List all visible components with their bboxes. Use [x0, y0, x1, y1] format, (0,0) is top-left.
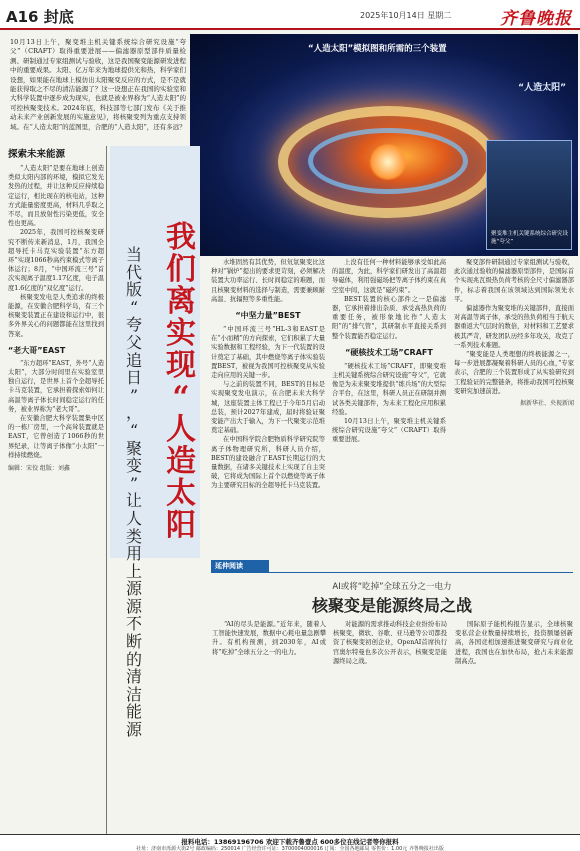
facility-inset-photo	[486, 140, 572, 250]
headline-glyph: 现	[166, 348, 196, 383]
hero-image	[190, 34, 578, 256]
headline-glyph: 的	[125, 649, 142, 669]
article-column-c	[454, 258, 574, 556]
extended-reading-tag: 延伸阅读	[211, 560, 269, 572]
sidebar-paragraph: 在安徽合肥大科学装置集中区的一栋厂房里，一个高耸装置就是EAST，它曾创造了1066秒的世界纪录，让等离子体像“小太阳”一样持续燃烧。	[8, 415, 104, 459]
headline-glyph: 断	[125, 632, 142, 652]
headline-glyph: 人	[166, 412, 196, 447]
extended-headline: 核聚变是能源终局之战	[311, 596, 472, 615]
headline-glyph: 阳	[166, 508, 196, 543]
sub-headline	[118, 246, 150, 739]
headline-glyph: 用	[125, 544, 142, 564]
headline-glyph: 们	[166, 252, 196, 287]
sidebar-paragraph: 核聚变发电是人类追求的终极能源，在安徽合肥科学岛，有三个核聚变装置正在建设和运行中，很多外界关心的问题都能在这里找到答案。	[8, 293, 104, 338]
headline-glyph: 日	[125, 368, 142, 388]
page-header	[0, 0, 580, 30]
editor-credit: 编辑：宋佼 组版：刘鑫	[8, 465, 70, 473]
sidebar-subheading: “老大哥”EAST	[8, 345, 66, 355]
headline-glyph: 追	[125, 350, 142, 370]
article-paragraph: 10月13日上午，聚变堆主机关键系统综合研究设施“夸父”（CRAFT）取得重要进展。	[332, 418, 446, 444]
sidebar-paragraph: “东方超环”EAST，外号“人造太阳”，大部分时间里在实验室里独自运行，是世界上首个全超导托卡马克装置，它承担着探索如何让高温等离子体长时间稳定运行的任务，被业界称为“老大哥”。	[8, 359, 104, 413]
article-paragraph: 在中国科学院合肥物质科学研究院等离子体物理研究所，科研人员介绍，BEST的建设融合了EAST长期运行的大量数据，在诸多关键技术上实现了自主突破，它将成为国际上首个以燃烧等离子体为主要研究目标的全超导托卡马克装置。	[211, 436, 325, 490]
headline-glyph: 聚	[125, 438, 142, 458]
headline-glyph: 清	[125, 667, 142, 687]
article-paragraph: 上没有任何一种材料能够承受如此高的温度，为此，科学家们研发出了高温超导磁体，利用强磁场把等离子体约束在真空室中间，这就是“磁约束”。	[332, 259, 446, 294]
headline-glyph: 造	[166, 444, 196, 479]
headline-glyph: 让	[125, 491, 142, 511]
hero-brand-text: “人造太阳”	[518, 83, 566, 93]
headline-glyph: “	[129, 297, 139, 317]
headline-glyph: 版	[125, 280, 142, 300]
headline-glyph: 实	[166, 316, 196, 351]
headline-glyph: 洁	[125, 684, 142, 704]
headline-glyph: ”	[129, 473, 139, 493]
inset-label: 聚变堆主机关键系统综合研究设施“夸父”	[491, 231, 569, 245]
headline-glyph: 上	[125, 561, 142, 581]
headline-glyph: 类	[125, 526, 142, 546]
headline-glyph: 代	[125, 262, 142, 282]
publisher-info: 社址：济南市泺源大街2号 邮政编码：250014 广告经营许可证：3700004000016 订阅：全国各地邮局 零售价：1.00元 齐鲁晚报社出版	[136, 846, 444, 851]
sidebar-column	[8, 146, 104, 838]
article-column-a	[211, 258, 325, 556]
article-column-b	[332, 258, 446, 556]
headline-glyph: 源	[125, 579, 142, 599]
headline-glyph: “	[129, 420, 139, 440]
headline-glyph: 源	[125, 720, 142, 740]
headline-glyph: 变	[125, 456, 142, 476]
article-paragraph: “聚变能是人类理想的终极能源之一，每一步进展都凝聚着科研人员的心血，”专家表示，合肥的三个装置形成了从实验研究到工程验证的完整链条，将推动我国可控核聚变研究加速前进。	[454, 351, 574, 395]
hotline-text: 报料电话：13869196706 欢迎下载齐鲁壹点 600多位在线记者等你报料	[181, 838, 399, 846]
headline-glyph: 源	[125, 596, 142, 616]
main-headline	[160, 222, 202, 542]
sidebar-paragraph: “人造太阳”是要在地球上创造类似太阳内部的环境，模拟它发光发热的过程，并让这种反应持续稳定运行，相比现在的核电站，这种方式能量密度更高，材料几乎取之不尽，而且放射性污染更低，安全性也更高。	[8, 165, 104, 228]
hero-caption: “人造太阳”模拟图和所需的三个装置	[308, 44, 447, 54]
headline-glyph: 不	[125, 614, 142, 634]
article-source: 据新华社、央视新闻	[519, 400, 574, 408]
headline-glyph: “	[172, 380, 190, 415]
extended-paragraph: “AI的尽头是能源。”近年来，随着人工智能快速发展，数据中心耗电量急剧攀升。有机构预测，到2030年，AI或将“吃掉”全球五分之一的电力。	[212, 621, 326, 656]
column-divider	[106, 146, 107, 836]
headline-glyph: 能	[125, 702, 142, 722]
extended-column-a	[212, 620, 326, 830]
page-footer	[0, 834, 580, 851]
lead-paragraph: 10月13日上午，聚变堆主机关键系统综合研究设施“夸父”（CRAFT）取得重要进展——偏滤器原型部件质量检测、研制通过专家组测试与验收，这是我国聚变能源研发进程中的重要成果。太阳、亿万年来为地球提供光和热，科学家们设想，如果能在地球上模仿出太阳聚变反应的方式，是不是就能获得取之不尽的清洁能源了？这一设想正在我国的实验室和大科学装置中逐步成为现实，也就是被业界称为“人造太阳”的可控核聚变技术。2024年底，科技部等七部门发布《关于推动未来产业创新发展的实施意见》，将核聚变列为重点支持领域。在“人造太阳”的蓝图里，合肥的“人造太阳”，还有多远？	[10, 38, 186, 131]
page-number: A16 封底	[6, 8, 74, 26]
article-paragraph: “中国环流三号”HL-3和EAST是在“小而精”的方向探索，它们积累了大量实验数据和工程经验，为下一代装置的设计奠定了基础，其中燃烧等离子体实验装置BEST，被视为我国可控核聚变从实验走向应用的关键一步。	[211, 326, 325, 380]
headline-glyph: 父	[125, 332, 142, 352]
sidebar-paragraph: 2025年，我国可控核聚变研究不断传来新消息，1月，我国全超导托卡马克实验装置“东方超环”实现1066秒高约束模式等离子体运行；8月，“中国环流三号”首次实现离子温度1.17亿度，电子温度1.6亿度的“双亿度”运行。	[8, 229, 104, 292]
article-paragraph: 水堆固然有其优势，但氘氚聚变比这种对“锅炉”提出的要求更苛刻，必须解决装置大功率运行、长时间稳定的难题，而且核聚变材料的选择与制造，需要兼顾耐高温、抗辐照等多重性能。	[211, 259, 325, 303]
section-subheading: “中坚力量”BEST	[235, 311, 301, 321]
extended-column-b	[333, 620, 447, 830]
headline-glyph: 夸	[125, 315, 142, 335]
extended-paragraph: 对能源的需求推动科技企业纷纷布局核聚变，微软、谷歌、亚马逊等公司都投资了核聚变初创企业，OpenAI首席执行官奥尔特曼也多次公开表示，核聚变是能源终局之战。	[333, 621, 447, 665]
article-paragraph: 与之前的装置不同，BEST的目标是实现聚变发电演示，在合肥未来大科学城，这座装置主体工程已于今年5月启动总装，预计2027年建成，届时将验证聚变能产出大于输入，为下一代聚变示范堆奠定基础。	[211, 381, 325, 435]
headline-glyph: 离	[166, 284, 196, 319]
article-paragraph: BEST装置的核心部件之一是偏滤器，它承担着排出杂质、承受高热负荷的重要任务，被形象地比作“人造太阳”的“排气管”，其研制水平直接关系到整个装置能否稳定运行。	[332, 295, 446, 340]
headline-glyph: 太	[166, 476, 196, 511]
sidebar-heading: 探索未来能源	[8, 149, 66, 160]
headline-glyph: 当	[125, 245, 142, 264]
article-paragraph: “硬核技术工场”CRAFT，即聚变堆主机关键系统综合研究设施“夸父”，它就像是为未来聚变堆提供“练兵场”的大型综合平台，在这里，科研人员正在研制并测试各类关键部件，为未来工程化应用积累经验。	[332, 362, 446, 416]
headline-glyph: 人	[125, 508, 142, 528]
section-subheading: “硬核技术工场”CRAFT	[345, 347, 433, 357]
extended-kicker: AI或将“吃掉”全球五分之一电力	[332, 582, 452, 592]
issue-date: 2025年10月14日 星期二	[360, 11, 452, 20]
headline-glyph: ，	[125, 403, 142, 423]
extended-paragraph: 国际原子能机构报告显示，全球核聚变私营企业数量持续增长，投资额屡创新高，各国竞相加速推进聚变研究与商业化进程，我国也在加快布局，抢占未来能源制高点。	[455, 621, 573, 665]
article-paragraph: 偏滤器作为聚变堆的关键部件，直接面对高温等离子体，承受的热负荷相当于航天器重返大气层时的数倍，对材料和工艺要求极其严苛，研发团队历经多年攻关，攻克了一系列技术难题。	[454, 305, 574, 349]
headline-glyph: 我	[166, 220, 196, 255]
plasma-core-glow	[368, 144, 408, 180]
headline-glyph: ”	[129, 385, 139, 405]
extended-reading-rule	[211, 572, 573, 573]
article-paragraph: 聚变部件研制通过专家组测试与验收，此次通过验收的偏滤器原型部件，是国际首个实现兆瓦级热负荷考核的全尺寸偏滤器部件，标志着我国在该领域达到国际领先水平。	[454, 259, 574, 303]
newspaper-logo: 齐鲁晚报	[500, 9, 572, 29]
extended-column-c	[455, 620, 573, 830]
